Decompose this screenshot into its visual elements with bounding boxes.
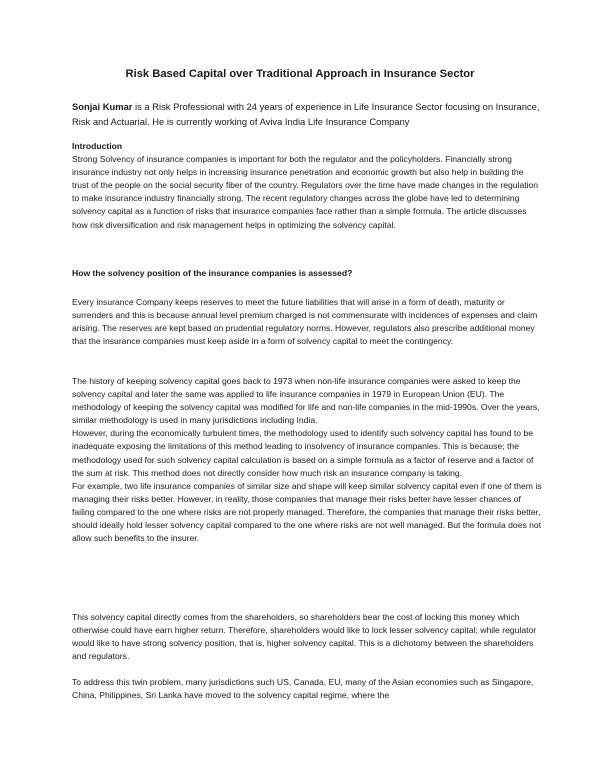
author-bio: is a Risk Professional with 24 years of experience in Life Insurance Sector focusing on Insurance, Risk and Actuarial. He is currently working of Aviva India Life Insurance Company: [72, 101, 540, 127]
solvency-heading: How the solvency position of the insurance companies is assessed?: [72, 268, 353, 278]
paragraph-address: To address this twin problem, many jurisdictions such US, Canada, EU, many of the Asian economies such as Singapore, China, Philippines, Sri Lanka have moved to the solvency capital regime, where the: [72, 677, 534, 701]
reserves-section: [72, 296, 542, 348]
document-title: Risk Based Capital over Traditional Approach in Insurance Sector: [125, 68, 475, 80]
intro-heading: Introduction: [72, 141, 123, 151]
intro-paragraph: Strong Solvency of insurance companies is important for both the regulator and the policyholders. Financially strong insurance industry not only helps in increasing insurance penetration and economic growth but also help in building the trust of the people on the social security fiber of the country. Regulators over the time have made changes in the regulation to make insurance industry financially strong. The recent regulatory changes across the globe have led to determining solvency capital as a function of risks that insurance companies face rather than a simple formula. The article discusses how risk diversification and risk management helps in optimizing the solvency capital.: [72, 154, 539, 230]
paragraph-history: The history of keeping solvency capital goes back to 1973 when non-life insurance companies were asked to keep the solvency capital and later the same was applied to life insurance companies in 1979 in European Union (EU). The methodology of keeping the solvency capital was modified for life and non-life companies in the mid-1990s. Over the years, similar methodology is used in many jurisdictions including India.: [72, 376, 540, 426]
paragraph-shareholders: This solvency capital directly comes from the shareholders, so shareholders bear the cost of locking this money which otherwise could have earn higher return. Therefore, shareholders would like to lock lesser solvency capital; while regulator would like to have strong solvency position, that is, higher solvency capital. This is a dichotomy between the shareholders and regulators.: [72, 612, 537, 662]
paragraph-reserves: Every insurance Company keeps reserves to meet the future liabilities that will arise in a form of death, maturity or surrenders and this is because annual level premium charged is not commensurate with incidences of expenses and claim arising. The reserves are kept based on prudential regulatory norms. However, regulators also prescribe additional money that the insurance companies must keep aside in a form of solvency capital to meet the contingency.: [72, 297, 538, 347]
paragraph-example: For example, two life insurance companies of similar size and shape will keep similar solvency capital even if one of them is managing their risks better. However, in reality, those companies that manage their risks better have lesser chances of failing compared to the one where risks are not properly managed. Therefore, the companies that manage their risks better, should ideally hold lesser solvency capital compared to the one where risks are not well managed. But the formula does not allow such benefits to the insurer.: [72, 480, 542, 544]
author-name: Sonjai Kumar: [72, 101, 133, 112]
shareholders-section: [72, 611, 542, 663]
author-block: [72, 99, 542, 129]
introduction-section: [72, 140, 542, 232]
paragraph-however: However, during the economically turbulent times, the methodology used to identify such solvency capital has found to be inadequate exposing the limitations of this method leading to insolvency of insurance companies. This is because; the methodology used for such solvency capital calculation is based on a simple formula as a factor of reserve and a factor of the sum at risk. This method does not directly consider how much risk an insurance company is taking.: [72, 428, 534, 478]
address-section: [72, 676, 542, 702]
history-section: [72, 375, 542, 545]
section-heading: [72, 267, 542, 280]
